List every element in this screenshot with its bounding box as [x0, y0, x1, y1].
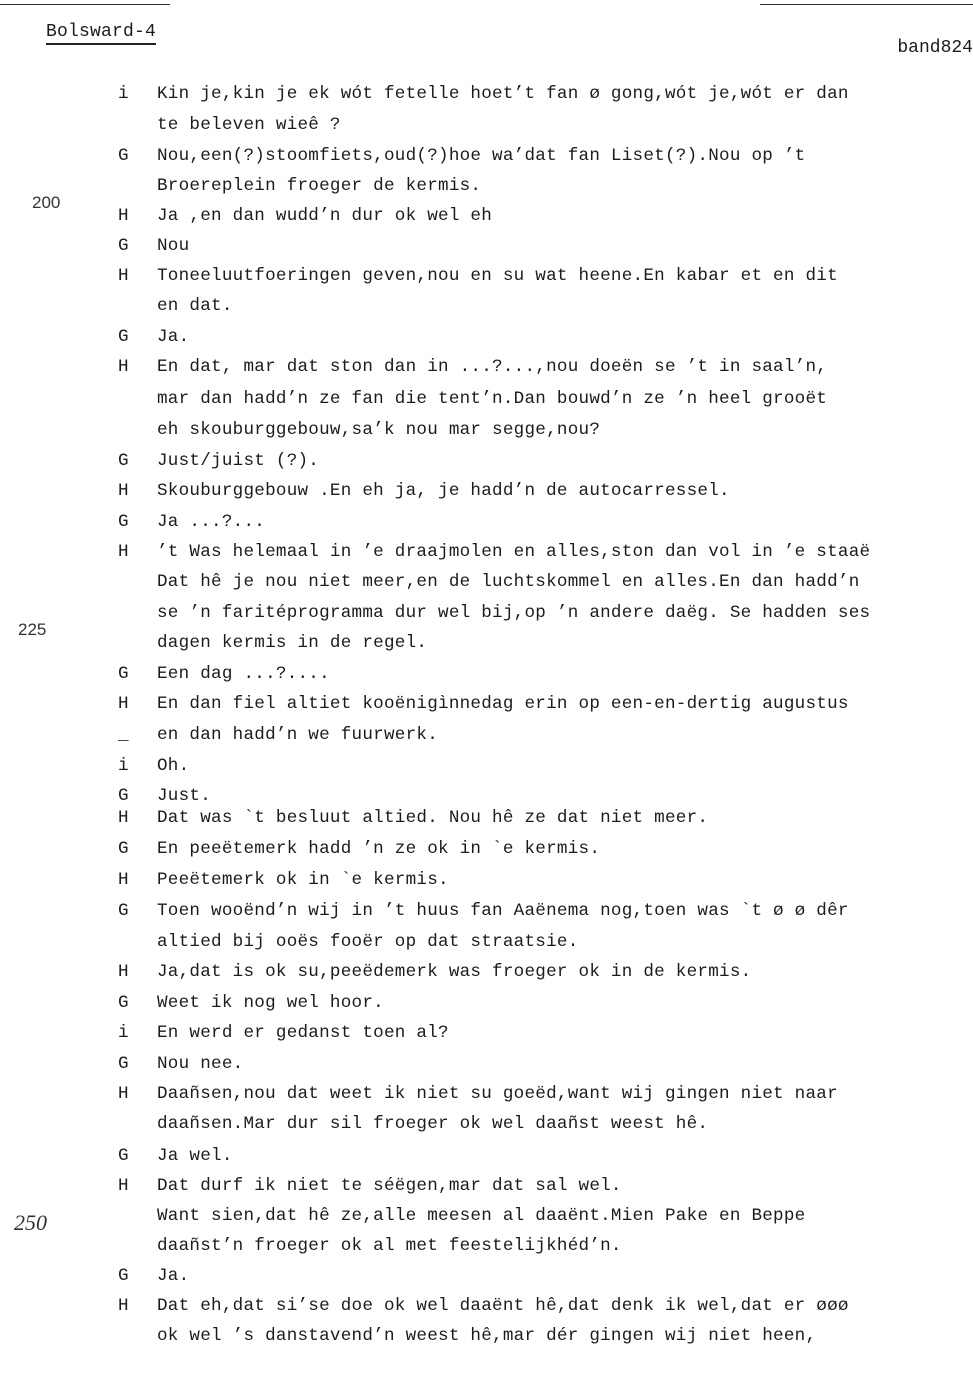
- speaker-label: H: [118, 962, 129, 982]
- top-rule-left: [0, 4, 170, 5]
- speaker-label: H: [118, 542, 129, 562]
- utterance-text: ok wel ’s danstavend’n weest hê,mar dér gingen wij niet heen,: [157, 1326, 817, 1346]
- transcript-line: [0, 1326, 973, 1356]
- transcript-line: [0, 1296, 973, 1326]
- transcript-line: [0, 327, 973, 357]
- speaker-label: i: [118, 756, 129, 776]
- utterance-text: Dat was `t besluut altied. Nou hê ze dat niet meer.: [157, 808, 709, 828]
- utterance-text: Ja.: [157, 327, 190, 347]
- transcript-line: [0, 993, 973, 1023]
- utterance-text: Ja ,en dan wudd’n dur ok wel eh: [157, 206, 493, 226]
- utterance-text: En dan fiel altiet kooënigìnnedag erin op een-en-dertig augustus: [157, 694, 849, 714]
- speaker-label: G: [118, 786, 129, 806]
- transcript-line: [0, 542, 973, 572]
- speaker-label: G: [118, 993, 129, 1013]
- transcript-line: [0, 870, 973, 900]
- utterance-text: En werd er gedanst toen al?: [157, 1023, 449, 1043]
- line-counter-200: 200: [32, 193, 61, 212]
- utterance-text: daañsen.Mar dur sil froeger ok wel daañst weest hê.: [157, 1114, 709, 1134]
- utterance-text: Peeëtemerk ok in `e kermis.: [157, 870, 449, 890]
- speaker-label: G: [118, 451, 129, 471]
- speaker-label: i: [118, 84, 129, 104]
- utterance-text: Ja wel.: [157, 1146, 233, 1166]
- transcript-line: [0, 176, 973, 206]
- transcript-line: [0, 572, 973, 602]
- utterance-text: Ja.: [157, 1266, 190, 1286]
- transcript-line: [0, 1266, 973, 1296]
- utterance-text: Daañsen,nou dat weet ik niet su goeëd,want wij gingen niet naar: [157, 1084, 838, 1104]
- speaker-label: _: [118, 725, 129, 745]
- utterance-text: Een dag ...?....: [157, 664, 330, 684]
- speaker-label: H: [118, 481, 129, 501]
- transcript-line: [0, 725, 973, 755]
- utterance-text: Ja ...?...: [157, 512, 266, 532]
- utterance-text: Skouburggebouw .En eh ja, je hadd’n de autocarressel.: [157, 481, 730, 501]
- utterance-text: ’t Was helemaal in ’e draajmolen en alles,ston dan vol in ’e staaë: [157, 542, 871, 562]
- speaker-label: G: [118, 1146, 129, 1166]
- utterance-text: Dat hê je nou niet meer,en de luchtskommel en alles.En dan hadd’n: [157, 572, 860, 592]
- transcript-line: [0, 962, 973, 992]
- speaker-label: H: [118, 694, 129, 714]
- speaker-label: G: [118, 839, 129, 859]
- speaker-label: G: [118, 146, 129, 166]
- utterance-text: Just.: [157, 786, 212, 806]
- transcript-line: [0, 296, 973, 326]
- utterance-text: Toen wooënd’n wij in ’t huus fan Aaënema nog,toen was `t ø ø dêr: [157, 901, 849, 921]
- transcript-line: [0, 1054, 973, 1084]
- line-counter-225: 225: [18, 620, 47, 639]
- utterance-text: dagen kermis in de regel.: [157, 633, 428, 653]
- speaker-label: H: [118, 1176, 129, 1196]
- utterance-text: Weet ik nog wel hoor.: [157, 993, 384, 1013]
- utterance-text: Broereplein froeger de kermis.: [157, 176, 482, 196]
- transcript-line: [0, 451, 973, 481]
- transcript-line: [0, 1084, 973, 1114]
- document-title: Bolsward-4: [46, 22, 156, 45]
- transcript-line: [0, 633, 973, 663]
- speaker-label: G: [118, 1054, 129, 1074]
- utterance-text: Dat durf ik niet te séëgen,mar dat sal wel.: [157, 1176, 622, 1196]
- transcript-line: [0, 1236, 973, 1266]
- transcript-line: [0, 901, 973, 931]
- transcript-line: [0, 756, 973, 786]
- utterance-text: Want sien,dat hê ze,alle meesen al daaënt.Mien Pake en Beppe: [157, 1206, 806, 1226]
- speaker-label: H: [118, 206, 129, 226]
- transcript-line: [0, 236, 973, 266]
- transcript-line: [0, 603, 973, 633]
- utterance-text: daañst’n froeger ok al met feestelijkhéd’n.: [157, 1236, 622, 1256]
- speaker-label: H: [118, 357, 129, 377]
- utterance-text: mar dan hadd’n ze fan die tent’n.Dan bouwd’n ze ’n heel grooët: [157, 389, 828, 409]
- transcript-line: [0, 146, 973, 176]
- utterance-text: te beleven wieê ?: [157, 115, 341, 135]
- utterance-text: en dat.: [157, 296, 233, 316]
- speaker-label: G: [118, 236, 129, 256]
- utterance-text: Dat eh,dat si’se doe ok wel daaënt hê,dat denk ik wel,dat er øøø: [157, 1296, 849, 1316]
- speaker-label: G: [118, 1266, 129, 1286]
- utterance-text: Nou,een(?)stoomfiets,oud(?)hoe wa’dat fan Liset(?).Nou op ’t: [157, 146, 806, 166]
- transcript-line: [0, 1206, 973, 1236]
- utterance-text: en dan hadd’n we fuurwerk.: [157, 725, 439, 745]
- transcript-line: [0, 206, 973, 236]
- speaker-label: H: [118, 870, 129, 890]
- utterance-text: Toneeluutfoeringen geven,nou en su wat heene.En kabar et en dit: [157, 266, 838, 286]
- transcript-line: [0, 808, 973, 838]
- transcript-line: [0, 694, 973, 724]
- speaker-label: G: [118, 664, 129, 684]
- utterance-text: se ’n faritéprogramma dur wel bij,op ’n andere daëg. Se hadden ses: [157, 603, 871, 623]
- utterance-text: Nou nee.: [157, 1054, 244, 1074]
- transcript-line: [0, 389, 973, 419]
- transcript-line: [0, 839, 973, 869]
- transcript-line: [0, 115, 973, 145]
- transcript-line: [0, 932, 973, 962]
- line-counter-250: 250: [14, 1210, 47, 1235]
- utterance-text: En dat, mar dat ston dan in ...?...,nou doeën se ’t in saal’n,: [157, 357, 828, 377]
- transcript-line: [0, 512, 973, 542]
- transcript-line: [0, 664, 973, 694]
- transcript-line: [0, 420, 973, 450]
- transcript-line: [0, 481, 973, 511]
- speaker-label: H: [118, 266, 129, 286]
- speaker-label: i: [118, 1023, 129, 1043]
- speaker-label: G: [118, 512, 129, 532]
- speaker-label: H: [118, 1084, 129, 1104]
- utterance-text: Just/juist (?).: [157, 451, 320, 471]
- transcript-line: [0, 84, 973, 114]
- utterance-text: Oh.: [157, 756, 190, 776]
- band-number: band824: [897, 38, 973, 58]
- top-rule-right: [760, 4, 973, 5]
- utterance-text: Kin je,kin je ek wót fetelle hoet’t fan ø gong,wót je,wót er dan: [157, 84, 849, 104]
- utterance-text: Ja,dat is ok su,peeëdemerk was froeger ok in de kermis.: [157, 962, 752, 982]
- transcript-line: [0, 1114, 973, 1144]
- utterance-text: altied bij ooës fooër op dat straatsie.: [157, 932, 579, 952]
- transcript-line: [0, 1176, 973, 1206]
- speaker-label: H: [118, 1296, 129, 1316]
- transcript-line: [0, 266, 973, 296]
- utterance-text: En peeëtemerk hadd ’n ze ok in `e kermis.: [157, 839, 601, 859]
- speaker-label: G: [118, 901, 129, 921]
- speaker-label: G: [118, 327, 129, 347]
- transcript-line: [0, 1023, 973, 1053]
- speaker-label: H: [118, 808, 129, 828]
- transcript-line: [0, 357, 973, 387]
- utterance-text: Nou: [157, 236, 190, 256]
- transcript-line: [0, 1146, 973, 1176]
- utterance-text: eh skouburggebouw,sa’k nou mar segge,nou?: [157, 420, 601, 440]
